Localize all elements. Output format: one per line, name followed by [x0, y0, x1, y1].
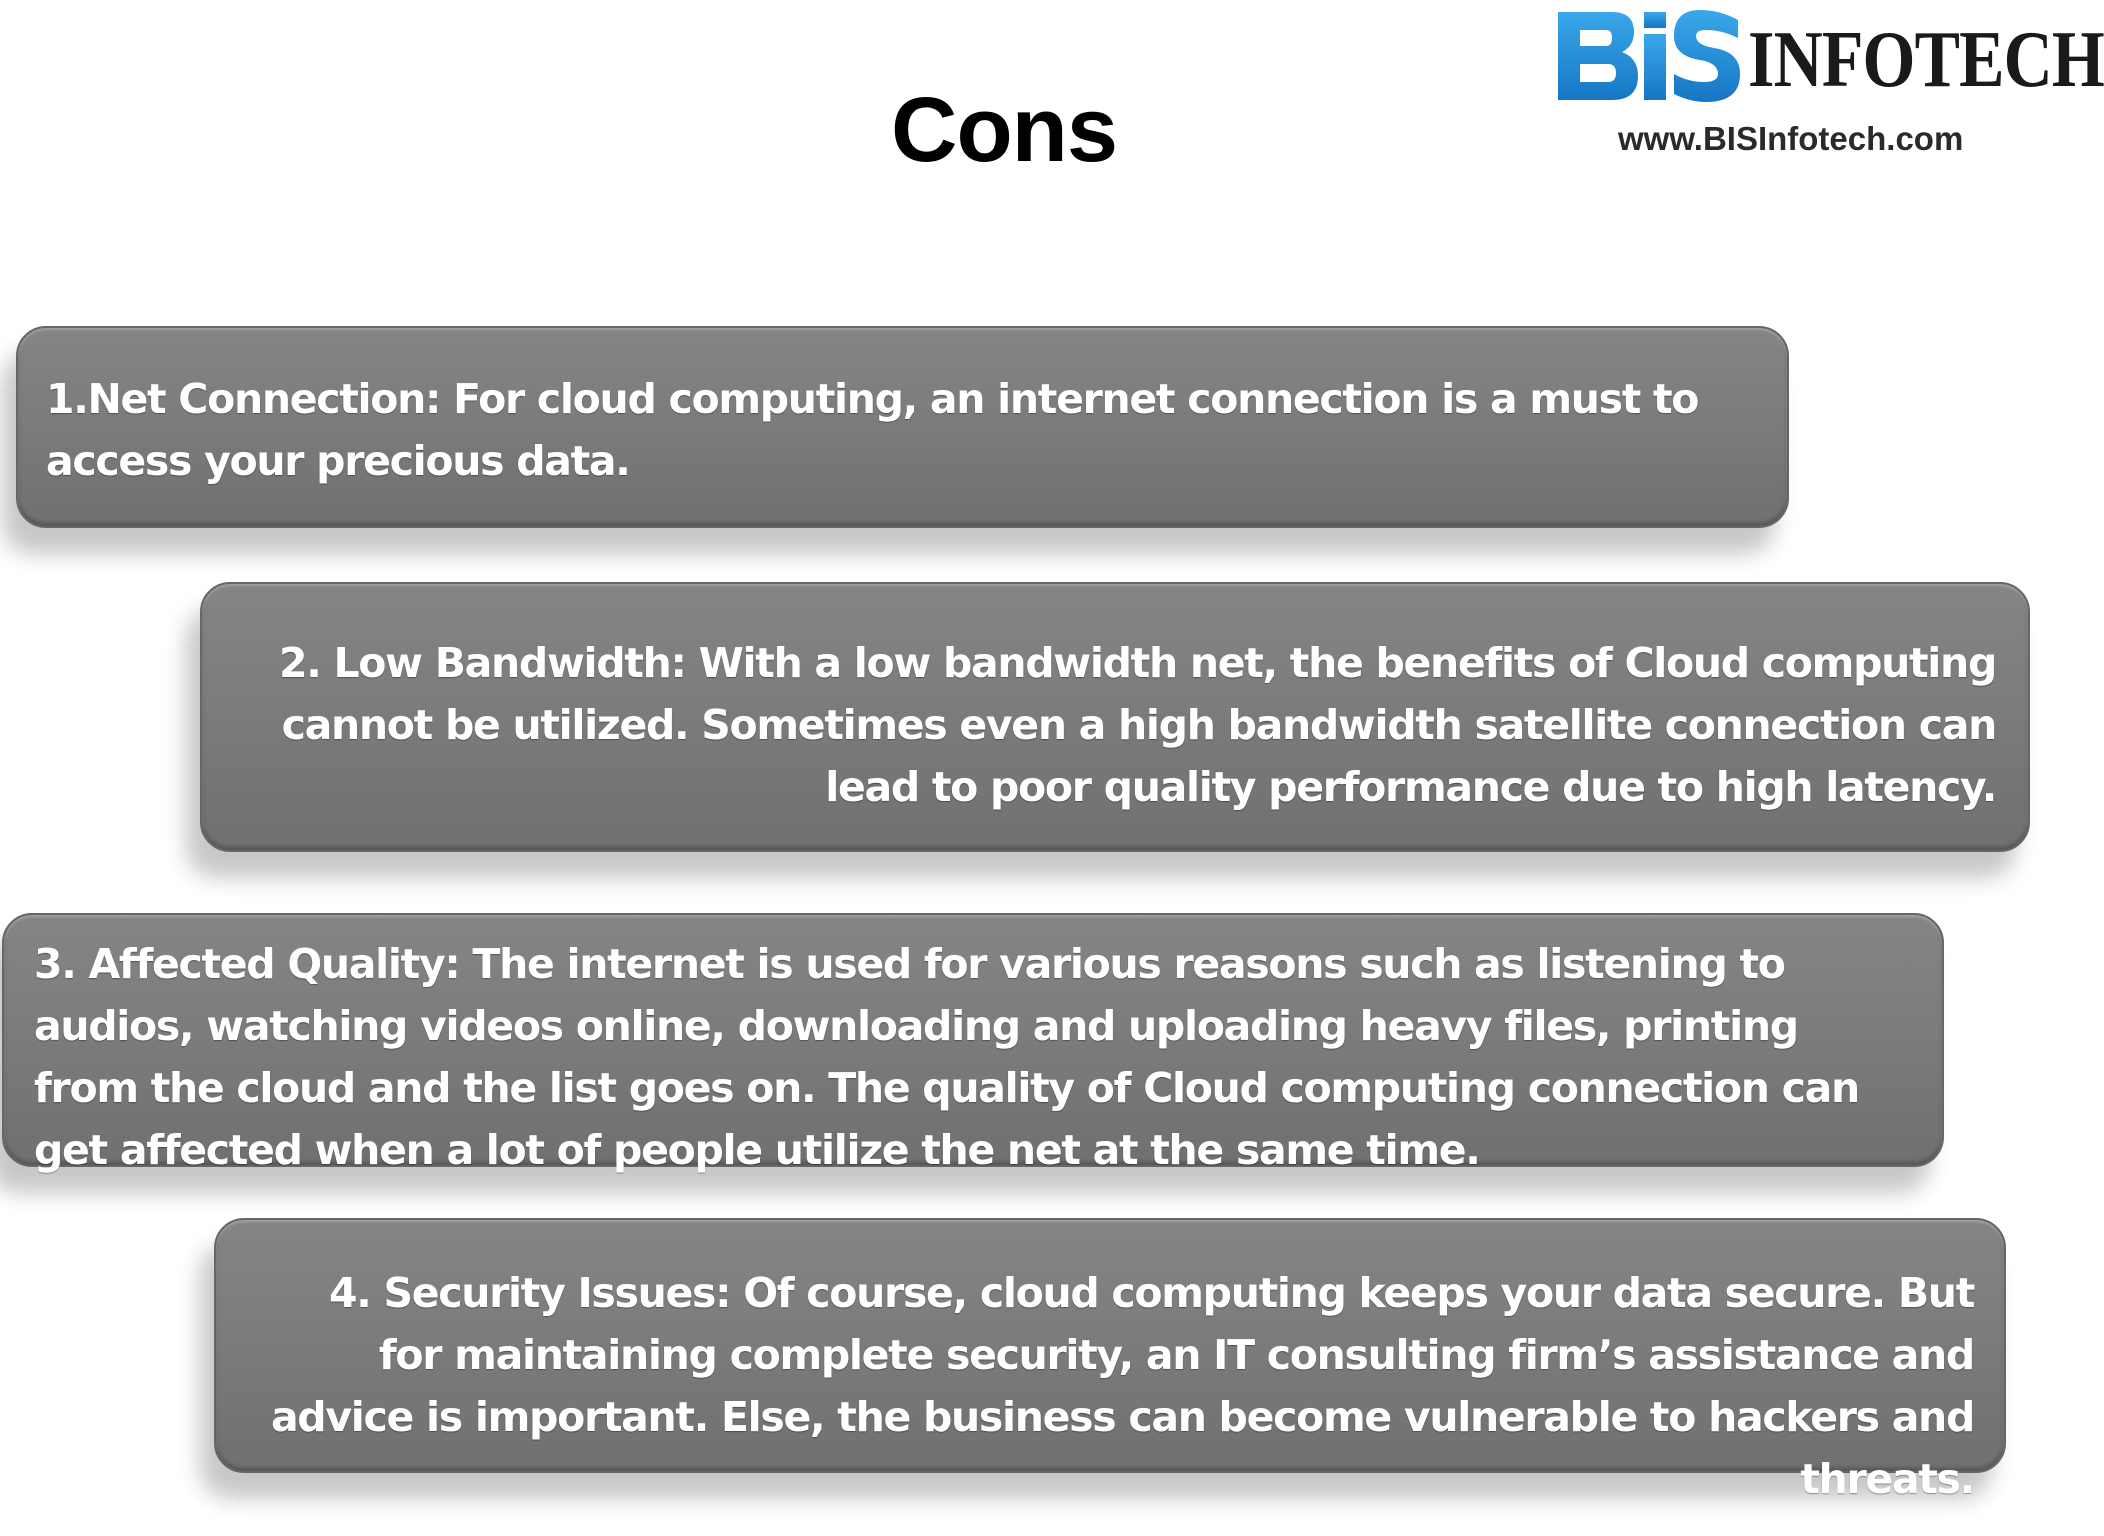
con-item-net-connection: [16, 326, 1789, 528]
con-item-text: 2. Low Bandwidth: With a low bandwidth net, the benefits of Cloud computing cannot be utilized. Sometimes even a high bandwidth satellite connection can lead to poor quality performance due to high latency.: [278, 639, 1996, 811]
con-item-text: 3. Affected Quality: The internet is used for various reasons such as listening to audios, watching videos online, downloading and uploading heavy files, printing from the cloud and the list goes on. The quality of Cloud computing connection can get affected when a lot of people utilize the net at the same time.: [34, 940, 1859, 1174]
slide-title: Cons: [891, 79, 1117, 181]
con-item-security-issues: [214, 1218, 2006, 1503]
company-logo: [1548, 2, 2104, 162]
logo-wordmark: INFOTECH: [1748, 16, 2104, 104]
con-item-text: 4. Security Issues: Of course, cloud computing keeps your data secure. But for maintaining complete security, an IT consulting firm’s assistance and advice is important. Else, the business can become vulnerable to hackers and threats.: [270, 1269, 1974, 1503]
con-item-low-bandwidth: [200, 582, 2030, 852]
con-item-text: 1.Net Connection: For cloud computing, an internet connection is a must to access your precious data.: [46, 375, 1699, 485]
con-item-affected-quality: [2, 913, 1944, 1174]
bis-logo-mark: [1554, 6, 1742, 106]
logo-url: www.BISInfotech.com: [1618, 120, 1964, 157]
